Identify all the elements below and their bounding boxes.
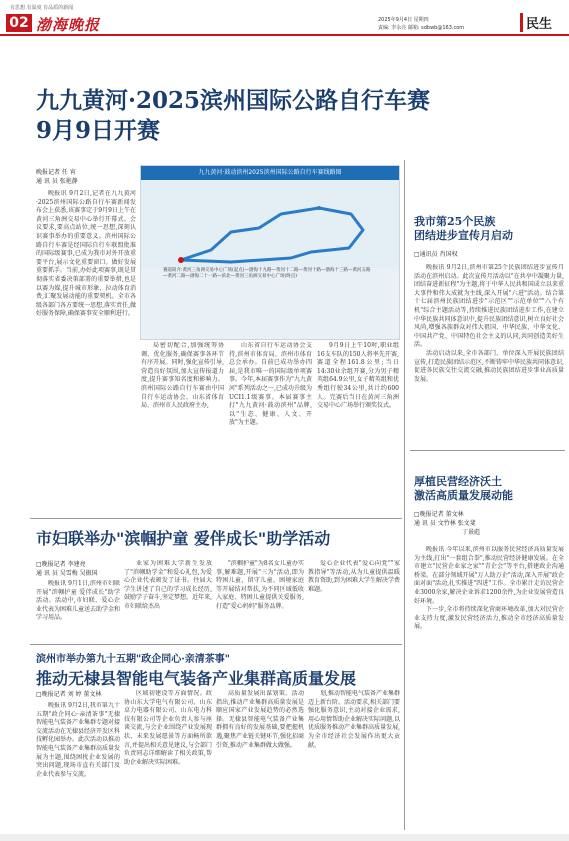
- politics-col1: 晚报讯 9月2日,我市第九十五期"政企同心·亲清茶事"无棣智能电气装备产业集群专题对接交流活动在无棣县经济开发区科技孵化园举办。此次活动以推动智能电气装备产业集群高质量发展为主题,围绕困扰企业发展的突出问题,现场市直有关部门及企业代表参与交流。: [36, 702, 120, 778]
- route-map-legend: 赛道简介:黄河三角洲交易中心广场(起点)—渤海十九路—黄河十二路—黄河十路—渤海十三路—黄河五路—黄河二路—渤海二十一路—滨北—黄河三角洲交易中心广场(终点): [163, 268, 371, 279]
- politics-headline: 推动无棣县智能电气装备产业集群高质量发展: [36, 669, 357, 688]
- sidebar2-title-line2: 激活高质量发展动能: [414, 489, 513, 502]
- sidebar2-body: 晚报讯 今年以来,滨州市以服务民营经济高质量发展为主线,打出"一套组合拳",推动民营经济健康发展。在全市建立"民营企业家之家""青企会"等平台,搭建政企沟通桥梁。在部分领域开展"万人助万企"活动,深入开展"政企面对面"活动,扎实推进"四进"工作。全市累计走访民营企业3000余家,解决企业诉求1200余件,为企业发展营造良好环境。 下一步,全市将持续深化营商环境改革,加大对民营企业支持力度,激发民营经济活力,推动全市经济高质量发展。: [414, 546, 564, 631]
- women-story-col4: 爱心企业代表"爱心向党""家教指导"等活动,从为儿童提供温暖教育资助,到为困难大学生解决学费难题。: [308, 560, 400, 593]
- sidebar1-title-line1: 我市第25个民族: [414, 215, 496, 228]
- politics-col3: 高质量发展出谋划策。活动指出,推动产业集群高质量发展是顺应国家产业发展趋势的必然选择。无棣县智能电气装备产业集群拥有良好的发展基础,要把握机遇,聚焦产业链关键环节,强化招商引资,推动产业集群做大做强。: [216, 690, 304, 749]
- newspaper-logo: 渤海晚报: [36, 16, 101, 34]
- main-byline-reporter: 晚报记者 任 宵: [36, 169, 76, 176]
- issue-date: 2025年9月4日 星期四: [378, 17, 429, 23]
- sidebar1-title: [414, 215, 564, 243]
- sidebar1-body: 晚报讯 9月2日,滨州市第25个民族团结进步宣传月活动在滨州启动。此次宣传月活动以"在共享中凝聚力量,团结奋进新征程"为主题,将于中华人民共和国成立以来重大事件和伟大成就为主线,深入开展"六进"活动。结合第十七届滨州民族团结进步"示范区""示范单位""八个有机"综合主题活动等,持续推进民族团结进步工作,在建立中华民族共同体意识中,提升民族团结意识,树立良好社会风尚,增强各族群众对伟大祖国、中华民族、中华文化、中国共产党、中国特色社会主义的认同,共同创造美好生活。 活动启动以来,全市各部门、单位深入开展民族团结宣传,打造民族团结示范区,不断铸牢中华民族共同体意识,促进各民族交往交流交融,推动民族团结进步事业高质量发展。: [414, 264, 564, 383]
- masthead-slogan: 有思想 有温度 有品质的新闻: [10, 5, 74, 11]
- main-story-col1: 晚报讯 9月2日,记者在九九黄河·2025滨州国际公路自行车赛新闻发布会上获悉,该赛事定于9月9日上午在黄河三角洲交易中心举行开幕式。会议要求,要高点站位,统一思想,深刻认识赛事举办的重要意义。滨州国际公路自行车赛是经国际自行车联盟批准的国际级赛事,已成为我市对外开放重要平台,展示文化重要窗口。做好发展重要抓手。当前,办好此项赛事,既是贯彻落实省委决策部署的重要举措,也是以赛为媒,提升城市形象、拉动体育消费,汇聚发展动能的重要契机。全市各级各部门各方要统一思想,落实责任,做好服务保障,确保赛事安全顺利进行。: [36, 190, 136, 318]
- story-separator-1: [30, 518, 402, 519]
- column-divider: [404, 160, 405, 830]
- section-name: 民生: [520, 13, 552, 32]
- editor-line: 责编: 李永亮 邮箱: sdbwb@163.com: [378, 25, 465, 31]
- women-story-col2: 业家为困难大学新生发放了"滨帼助学金"和爱心礼包,为爱心企业代表颁发了证书。往届大学生讲述了自己的学习成长经历,鼓励学子奋斗,坚定梦想。近年来,市妇联给杰出: [124, 560, 212, 610]
- politics-byline: □晚报记者 刘 婷 董文林: [36, 691, 102, 698]
- women-story-col1: 晚报讯 9月1日,滨州市妇联开展"滨帼护童 爱伴成长"助学活动。活动中,市妇联、爱心企业代表为困难儿童送去助学金和学习用品。: [36, 580, 120, 622]
- sidebar2-byline: □晚报记者 董文林 通 讯 员 文竹林 张文斐 丁景彪: [414, 511, 481, 536]
- women-story-byline: □晚报记者 李建亮 通 讯 员 吴雪梅 吴振国: [36, 561, 98, 577]
- politics-col4: 划,推动智能电气装备产业集群迈上新台阶。活动要求,相关部门要强化服务意识,主动对接企业需求,用心用情帮助企业解决实际问题,以优质服务推动产业集群高质量发展,为全市经济社会发展作出更大贡献。: [308, 690, 400, 749]
- main-story-col4: 9月9日上午10时,职业组16支车队的150人将率先开赛,赛道全程161.8公里;当日14:30业余组开赛,分为男子精英组64.9公里,女子精英组和优秀组行驶34公里,共计约600人。完赛后当日在黄河三角洲交易中心广场举行颁奖仪式。: [317, 342, 399, 410]
- women-story-col3: "滨帼护童"为8名女儿童办实事,解难题,开展"三为"活动,即为特困儿童、留守儿童、困境家庭等开展结对帮扶,为不同区域低收入家庭、特困儿童提供关爱服务,打造"爱心妈妈"服务品牌。: [216, 560, 304, 610]
- sidebar2-title: [414, 475, 564, 503]
- main-headline-line1: 九九黄河·2025滨州国际公路自行车赛: [36, 87, 431, 114]
- route-map-header: 九九黄河·鼓动滨州2025滨州国际公路自行车赛线路图: [141, 166, 399, 180]
- route-map: [140, 165, 400, 340]
- main-headline: [36, 86, 536, 146]
- sidebar2-title-line1: 厚植民营经济沃土: [414, 475, 502, 488]
- sidebar1-title-line2: 团结进步宣传月启动: [414, 229, 513, 242]
- women-story-headline: 市妇联举办"滨帼护童 爱伴成长"助学活动: [36, 529, 331, 548]
- sidebar1-byline: □通讯员 肖国权: [414, 251, 458, 258]
- politics-col2: 区域初建设等方面情况。政协山东大学电气有限公司、山东卓力电器有限公司、山东电力科技有限公司等企业负责人参与座谈交流,与会企业围绕产业发展现状、未来发展愿景等方面畅所欲言,并提出相关意见建议,与会部门负责同志详细解读了相关政策,帮助企业解决实际困难。: [124, 690, 212, 766]
- main-story-col3: 山东省自行车运动协会支持,滨州市体育局、滨州市体育总会承办。自前已成功举办四届,是我市唯一的国际级单项赛事。今年,本届赛事作为"九九黄河"系列活动之一,已成功升级为UCI1.1级赛事。本届赛事主打"九九黄河·鼓动滨州"品牌,以"生态、健康、人文、开放"为主题。: [229, 342, 312, 427]
- page-number: 02: [6, 14, 32, 32]
- page-footer: [0, 834, 569, 841]
- main-byline: [36, 168, 78, 186]
- main-story-col2: 局密切配合,加强统筹协调、优化服务,确保赛事各环节有序开展。同时,强化宣传引导,营造良好氛围,加大宣传报道力度,提升赛事知名度和影响力。滨州国际公路自行车赛由中国自行车运动协会、山东省体育局、滨州市人民政府主办,: [141, 342, 224, 410]
- main-byline-correspondent: 通 讯 员 张艳静: [36, 178, 78, 185]
- main-headline-line2: 9月9日开赛: [36, 117, 161, 144]
- politics-kicker: 滨州市举办第九十五期"政企同心·亲清茶事": [36, 654, 230, 665]
- story-separator-2: [30, 644, 402, 645]
- sidebar-separator: [410, 450, 565, 451]
- route-line: [141, 180, 399, 268]
